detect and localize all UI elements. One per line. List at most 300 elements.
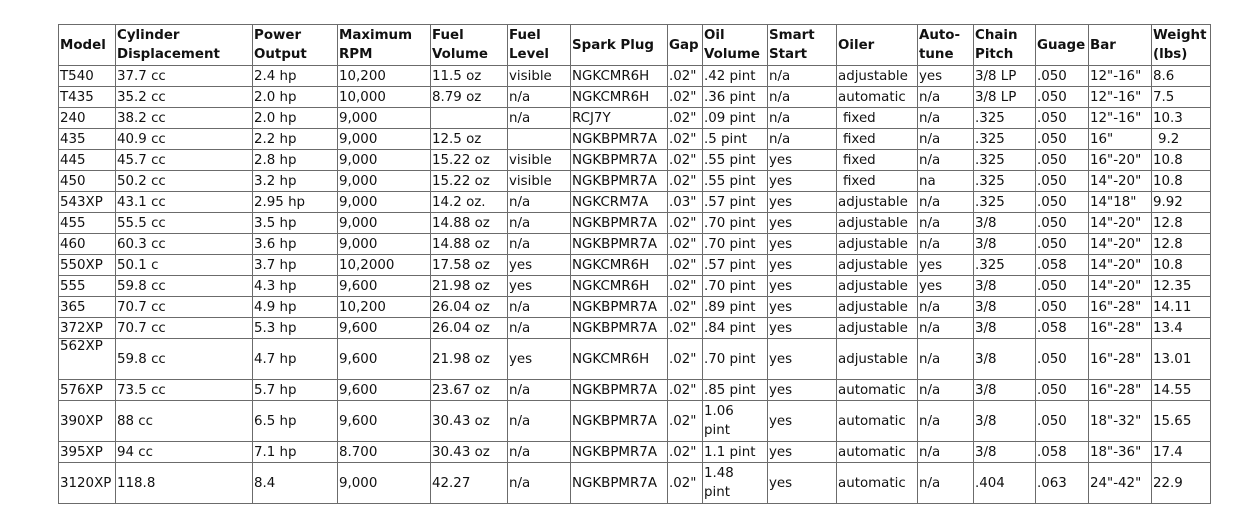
table-cell: 9,000 xyxy=(338,234,431,255)
table-cell: n/a xyxy=(508,213,571,234)
table-row xyxy=(59,380,1211,401)
table-cell: 23.67 oz xyxy=(431,380,508,401)
table-cell: yes xyxy=(768,339,837,380)
table-cell: 17.4 xyxy=(1152,442,1211,463)
table-cell: n/a xyxy=(918,442,974,463)
table-cell: 12.35 xyxy=(1152,276,1211,297)
table-cell: 4.7 hp xyxy=(253,339,338,380)
table-cell: 3/8 xyxy=(974,339,1036,380)
table-cell: 562XP xyxy=(59,339,116,380)
table-cell: NGKBPMR7A xyxy=(571,380,668,401)
table-cell: 14.2 oz. xyxy=(431,192,508,213)
table-cell: 450 xyxy=(59,171,116,192)
table-cell: 445 xyxy=(59,150,116,171)
table-row xyxy=(59,318,1211,339)
table-cell: fixed xyxy=(837,171,918,192)
table-row xyxy=(59,339,1211,380)
table-cell: 17.58 oz xyxy=(431,255,508,276)
table-cell: 45.7 cc xyxy=(116,150,253,171)
column-header-line: Oil xyxy=(704,28,725,43)
column-header xyxy=(1036,25,1089,66)
table-cell: n/a xyxy=(918,401,974,442)
table-cell: n/a xyxy=(508,108,571,129)
table-cell: NGKCMR6H xyxy=(571,255,668,276)
column-header-line: RPM xyxy=(339,47,373,62)
table-cell: 30.43 oz xyxy=(431,442,508,463)
table-cell: 13.4 xyxy=(1152,318,1211,339)
table-cell: 12"-16" xyxy=(1089,108,1152,129)
table-cell: 2.0 hp xyxy=(253,108,338,129)
table-cell: 7.1 hp xyxy=(253,442,338,463)
table-cell: n/a xyxy=(918,318,974,339)
table-cell: 455 xyxy=(59,213,116,234)
table-cell: 14"-20" xyxy=(1089,234,1152,255)
table-cell: yes xyxy=(508,255,571,276)
table-cell: 88 cc xyxy=(116,401,253,442)
table-cell: 12.8 xyxy=(1152,234,1211,255)
table-cell: 4.9 hp xyxy=(253,297,338,318)
column-header-line: Oiler xyxy=(838,37,875,53)
table-cell: 9,000 xyxy=(338,129,431,150)
chainsaw-spec-table xyxy=(58,24,1211,504)
table-cell: n/a xyxy=(508,234,571,255)
table-cell: .09 pint xyxy=(703,108,768,129)
table-cell: .404 xyxy=(974,463,1036,504)
table-cell: 118.8 xyxy=(116,463,253,504)
table-cell: .050 xyxy=(1036,192,1089,213)
table-cell: .85 pint xyxy=(703,380,768,401)
table-row xyxy=(59,192,1211,213)
table-row xyxy=(59,66,1211,87)
table-cell: .050 xyxy=(1036,66,1089,87)
column-header xyxy=(1089,25,1152,66)
table-cell: .050 xyxy=(1036,380,1089,401)
table-cell: .063 xyxy=(1036,463,1089,504)
table-cell: 2.0 hp xyxy=(253,87,338,108)
table-cell: .02" xyxy=(668,380,703,401)
table-cell: 14"-20" xyxy=(1089,213,1152,234)
table-cell xyxy=(431,108,508,129)
table-cell: 10.8 xyxy=(1152,255,1211,276)
column-header xyxy=(1152,25,1211,66)
table-cell: yes xyxy=(768,380,837,401)
column-header xyxy=(837,25,918,66)
column-header xyxy=(431,25,508,66)
table-cell: 10.8 xyxy=(1152,171,1211,192)
table-cell: yes xyxy=(768,150,837,171)
table-cell: n/a xyxy=(508,380,571,401)
column-header-line: Bar xyxy=(1090,37,1116,53)
table-cell: na xyxy=(918,171,974,192)
table-cell: .058 xyxy=(1036,255,1089,276)
table-cell: 435 xyxy=(59,129,116,150)
table-cell: fixed xyxy=(837,129,918,150)
table-cell: 37.7 cc xyxy=(116,66,253,87)
table-cell: 3.7 hp xyxy=(253,255,338,276)
column-header-line: Pitch xyxy=(975,47,1014,62)
column-header-line: Output xyxy=(254,47,307,62)
table-cell: 3/8 xyxy=(974,276,1036,297)
table-cell: .02" xyxy=(668,87,703,108)
table-cell: yes xyxy=(768,297,837,318)
table-cell: 18"-36" xyxy=(1089,442,1152,463)
table-row xyxy=(59,108,1211,129)
table-cell: n/a xyxy=(918,87,974,108)
table-cell: adjustable xyxy=(837,192,918,213)
table-cell: 3/8 xyxy=(974,234,1036,255)
table-cell: .02" xyxy=(668,297,703,318)
table-cell: NGKBPMR7A xyxy=(571,318,668,339)
table-cell: adjustable xyxy=(837,234,918,255)
table-cell: 43.1 cc xyxy=(116,192,253,213)
table-cell: NGKCMR6H xyxy=(571,339,668,380)
table-cell: .02" xyxy=(668,339,703,380)
table-cell: .02" xyxy=(668,276,703,297)
table-cell: .050 xyxy=(1036,171,1089,192)
table-cell: 21.98 oz xyxy=(431,276,508,297)
table-cell: 40.9 cc xyxy=(116,129,253,150)
table-cell: 14"-20" xyxy=(1089,171,1152,192)
table-cell: 9,600 xyxy=(338,401,431,442)
table-cell: 6.5 hp xyxy=(253,401,338,442)
table-cell: 3/8 xyxy=(974,380,1036,401)
table-cell: .050 xyxy=(1036,213,1089,234)
table-cell: 8.4 xyxy=(253,463,338,504)
table-cell: n/a xyxy=(508,463,571,504)
table-cell: 26.04 oz xyxy=(431,297,508,318)
table-cell: visible xyxy=(508,171,571,192)
table-cell: NGKBPMR7A xyxy=(571,401,668,442)
table-cell: 4.3 hp xyxy=(253,276,338,297)
table-cell: T435 xyxy=(59,87,116,108)
table-cell: automatic xyxy=(837,380,918,401)
table-cell: 55.5 cc xyxy=(116,213,253,234)
table-cell: .325 xyxy=(974,171,1036,192)
table-cell: 24"-42" xyxy=(1089,463,1152,504)
column-header xyxy=(918,25,974,66)
column-header xyxy=(571,25,668,66)
table-cell: 18"-32" xyxy=(1089,401,1152,442)
table-cell: 240 xyxy=(59,108,116,129)
table-cell: 9,000 xyxy=(338,213,431,234)
table-cell: n/a xyxy=(918,380,974,401)
table-cell: 12"-16" xyxy=(1089,87,1152,108)
table-cell: 9,600 xyxy=(338,276,431,297)
column-header-line: (lbs) xyxy=(1153,47,1188,62)
column-header-line: Smart xyxy=(769,28,815,43)
table-cell: 70.7 cc xyxy=(116,297,253,318)
table-row xyxy=(59,255,1211,276)
table-cell: adjustable xyxy=(837,318,918,339)
table-cell: .058 xyxy=(1036,442,1089,463)
table-cell: yes xyxy=(768,463,837,504)
table-cell: automatic xyxy=(837,463,918,504)
table-cell: 7.5 xyxy=(1152,87,1211,108)
table-cell: 5.3 hp xyxy=(253,318,338,339)
table-cell: 60.3 cc xyxy=(116,234,253,255)
table-cell: 50.1 c xyxy=(116,255,253,276)
column-header-line: Gap xyxy=(669,37,699,53)
column-header-line: Maximum xyxy=(339,28,413,43)
table-cell: yes xyxy=(768,318,837,339)
table-cell: .050 xyxy=(1036,276,1089,297)
table-row xyxy=(59,87,1211,108)
table-cell: fixed xyxy=(837,150,918,171)
table-cell: .02" xyxy=(668,318,703,339)
table-cell: 8.700 xyxy=(338,442,431,463)
table-cell: 12"-16" xyxy=(1089,66,1152,87)
table-cell: .70 pint xyxy=(703,213,768,234)
table-cell: 13.01 xyxy=(1152,339,1211,380)
table-cell: 9,600 xyxy=(338,339,431,380)
column-header xyxy=(116,25,253,66)
table-cell: NGKBPMR7A xyxy=(571,171,668,192)
table-cell xyxy=(508,129,571,150)
table-cell: .02" xyxy=(668,234,703,255)
table-cell: NGKBPMR7A xyxy=(571,150,668,171)
table-cell: 26.04 oz xyxy=(431,318,508,339)
table-cell: n/a xyxy=(508,87,571,108)
table-cell: .050 xyxy=(1036,234,1089,255)
table-cell: 2.8 hp xyxy=(253,150,338,171)
table-cell: .050 xyxy=(1036,108,1089,129)
table-cell: adjustable xyxy=(837,66,918,87)
table-cell: .02" xyxy=(668,255,703,276)
table-row xyxy=(59,463,1211,504)
table-row xyxy=(59,129,1211,150)
table-cell: 16" xyxy=(1089,129,1152,150)
table-cell: 10.3 xyxy=(1152,108,1211,129)
column-header xyxy=(703,25,768,66)
column-header-line: Spark Plug xyxy=(572,37,654,53)
table-cell: yes xyxy=(918,276,974,297)
table-cell: NGKBPMR7A xyxy=(571,234,668,255)
table-cell: 16"-28" xyxy=(1089,380,1152,401)
table-cell: 10.8 xyxy=(1152,150,1211,171)
table-cell: 22.9 xyxy=(1152,463,1211,504)
table-cell: 395XP xyxy=(59,442,116,463)
table-cell: 372XP xyxy=(59,318,116,339)
table-cell: 16"-20" xyxy=(1089,150,1152,171)
column-header-line: Auto- xyxy=(919,28,961,43)
table-cell: 38.2 cc xyxy=(116,108,253,129)
table-cell: n/a xyxy=(768,108,837,129)
table-cell: NGKCMR6H xyxy=(571,66,668,87)
column-header-line: Fuel xyxy=(432,28,464,43)
table-cell: visible xyxy=(508,150,571,171)
table-cell: n/a xyxy=(508,442,571,463)
table-cell: 16"-28" xyxy=(1089,297,1152,318)
table-cell: 9.2 xyxy=(1152,129,1211,150)
table-cell: NGKBPMR7A xyxy=(571,297,668,318)
table-cell: yes xyxy=(768,401,837,442)
table-cell: 3/8 LP xyxy=(974,87,1036,108)
table-cell: n/a xyxy=(918,463,974,504)
column-header xyxy=(668,25,703,66)
column-header xyxy=(338,25,431,66)
table-cell: .57 pint xyxy=(703,255,768,276)
table-cell: .84 pint xyxy=(703,318,768,339)
table-cell: 50.2 cc xyxy=(116,171,253,192)
table-cell: 460 xyxy=(59,234,116,255)
table-cell: yes xyxy=(508,276,571,297)
table-cell: 5.7 hp xyxy=(253,380,338,401)
column-header xyxy=(253,25,338,66)
table-cell: RCJ7Y xyxy=(571,108,668,129)
table-cell: NGKCRM7A xyxy=(571,192,668,213)
table-cell: .050 xyxy=(1036,87,1089,108)
table-cell: 3/8 xyxy=(974,442,1036,463)
table-cell: NGKBPMR7A xyxy=(571,213,668,234)
table-cell: n/a xyxy=(918,213,974,234)
table-cell: adjustable xyxy=(837,255,918,276)
table-cell: 12.8 xyxy=(1152,213,1211,234)
table-cell: .325 xyxy=(974,129,1036,150)
table-cell: adjustable xyxy=(837,276,918,297)
column-header-line: Weight xyxy=(1153,28,1207,43)
table-cell: 14.55 xyxy=(1152,380,1211,401)
table-cell: yes xyxy=(768,234,837,255)
table-cell: yes xyxy=(918,255,974,276)
table-cell: 10,200 xyxy=(338,297,431,318)
table-row xyxy=(59,297,1211,318)
table-row xyxy=(59,276,1211,297)
table-cell: .050 xyxy=(1036,150,1089,171)
table-cell: .89 pint xyxy=(703,297,768,318)
table-cell: .70 pint xyxy=(703,276,768,297)
column-header-line: Chain xyxy=(975,28,1018,43)
table-row xyxy=(59,150,1211,171)
column-header-line: Volume xyxy=(432,47,488,62)
table-cell: .42 pint xyxy=(703,66,768,87)
table-cell: .55 pint xyxy=(703,171,768,192)
table-cell: .02" xyxy=(668,401,703,442)
table-cell: automatic xyxy=(837,87,918,108)
table-cell: 14.11 xyxy=(1152,297,1211,318)
table-cell: .050 xyxy=(1036,339,1089,380)
table-cell: 42.27 xyxy=(431,463,508,504)
table-cell: .02" xyxy=(668,171,703,192)
table-cell: 14"-20" xyxy=(1089,276,1152,297)
table-cell: 9,000 xyxy=(338,150,431,171)
table-cell: 3120XP xyxy=(59,463,116,504)
column-header-line: Fuel xyxy=(509,28,541,43)
table-cell: yes xyxy=(768,276,837,297)
table-cell: 3.6 hp xyxy=(253,234,338,255)
table-cell: 15.22 oz xyxy=(431,171,508,192)
table-cell: .55 pint xyxy=(703,150,768,171)
table-cell: 3.2 hp xyxy=(253,171,338,192)
column-header-line: Level xyxy=(509,47,550,62)
table-cell: .5 pint xyxy=(703,129,768,150)
table-cell: .050 xyxy=(1036,297,1089,318)
table-cell: 30.43 oz xyxy=(431,401,508,442)
table-cell: 3/8 xyxy=(974,318,1036,339)
table-cell: .70 pint xyxy=(703,339,768,380)
table-cell: n/a xyxy=(918,192,974,213)
table-cell: .03" xyxy=(668,192,703,213)
table-cell: 9,600 xyxy=(338,318,431,339)
table-cell: 35.2 cc xyxy=(116,87,253,108)
table-cell: .325 xyxy=(974,150,1036,171)
table-cell: n/a xyxy=(768,87,837,108)
table-cell: .02" xyxy=(668,129,703,150)
table-cell: n/a xyxy=(508,401,571,442)
table-cell: 3/8 xyxy=(974,297,1036,318)
column-header xyxy=(59,25,116,66)
table-cell: 1.48 pint xyxy=(703,463,768,504)
table-cell: n/a xyxy=(918,150,974,171)
table-cell: 94 cc xyxy=(116,442,253,463)
table-cell: .02" xyxy=(668,66,703,87)
table-cell: yes xyxy=(768,255,837,276)
table-cell: 10,200 xyxy=(338,66,431,87)
table-cell: n/a xyxy=(508,318,571,339)
column-header xyxy=(768,25,837,66)
table-cell: 9.92 xyxy=(1152,192,1211,213)
column-header xyxy=(508,25,571,66)
table-cell: NGKCMR6H xyxy=(571,276,668,297)
table-row xyxy=(59,234,1211,255)
table-cell: n/a xyxy=(508,297,571,318)
table-cell: 14.88 oz xyxy=(431,234,508,255)
table-cell: 70.7 cc xyxy=(116,318,253,339)
table-cell: 365 xyxy=(59,297,116,318)
table-cell: .050 xyxy=(1036,401,1089,442)
table-row xyxy=(59,401,1211,442)
column-header-line: Model xyxy=(60,37,106,53)
table-cell: 550XP xyxy=(59,255,116,276)
table-cell: 59.8 cc xyxy=(116,339,253,380)
table-cell: NGKBPMR7A xyxy=(571,463,668,504)
table-cell: n/a xyxy=(918,108,974,129)
table-cell: T540 xyxy=(59,66,116,87)
table-cell: NGKBPMR7A xyxy=(571,129,668,150)
table-cell: 9,000 xyxy=(338,463,431,504)
header-row xyxy=(59,25,1211,66)
table-cell: 543XP xyxy=(59,192,116,213)
table-row xyxy=(59,213,1211,234)
column-header-line: Displacement xyxy=(117,47,220,62)
table-cell: 2.2 hp xyxy=(253,129,338,150)
table-cell: adjustable xyxy=(837,297,918,318)
table-cell: .02" xyxy=(668,150,703,171)
column-header-line: Cylinder xyxy=(117,28,180,43)
column-header-line: Start xyxy=(769,47,808,62)
column-header-line: tune xyxy=(919,47,954,62)
table-cell: 2.95 hp xyxy=(253,192,338,213)
table-cell: 16"-28" xyxy=(1089,339,1152,380)
table-cell: 14"-20" xyxy=(1089,255,1152,276)
table-cell: 1.1 pint xyxy=(703,442,768,463)
table-cell: 3/8 xyxy=(974,213,1036,234)
table-cell: 390XP xyxy=(59,401,116,442)
table-cell: .325 xyxy=(974,108,1036,129)
table-cell: 15.22 oz xyxy=(431,150,508,171)
table-cell: yes xyxy=(508,339,571,380)
table-cell: 3/8 xyxy=(974,401,1036,442)
table-cell: 555 xyxy=(59,276,116,297)
table-cell: yes xyxy=(768,192,837,213)
table-cell: 15.65 xyxy=(1152,401,1211,442)
column-header-line: Power xyxy=(254,28,302,43)
table-cell: 3.5 hp xyxy=(253,213,338,234)
table-cell: 14"18" xyxy=(1089,192,1152,213)
table-cell: 12.5 oz xyxy=(431,129,508,150)
table-row xyxy=(59,442,1211,463)
table-cell: 10,000 xyxy=(338,87,431,108)
table-cell: adjustable xyxy=(837,339,918,380)
